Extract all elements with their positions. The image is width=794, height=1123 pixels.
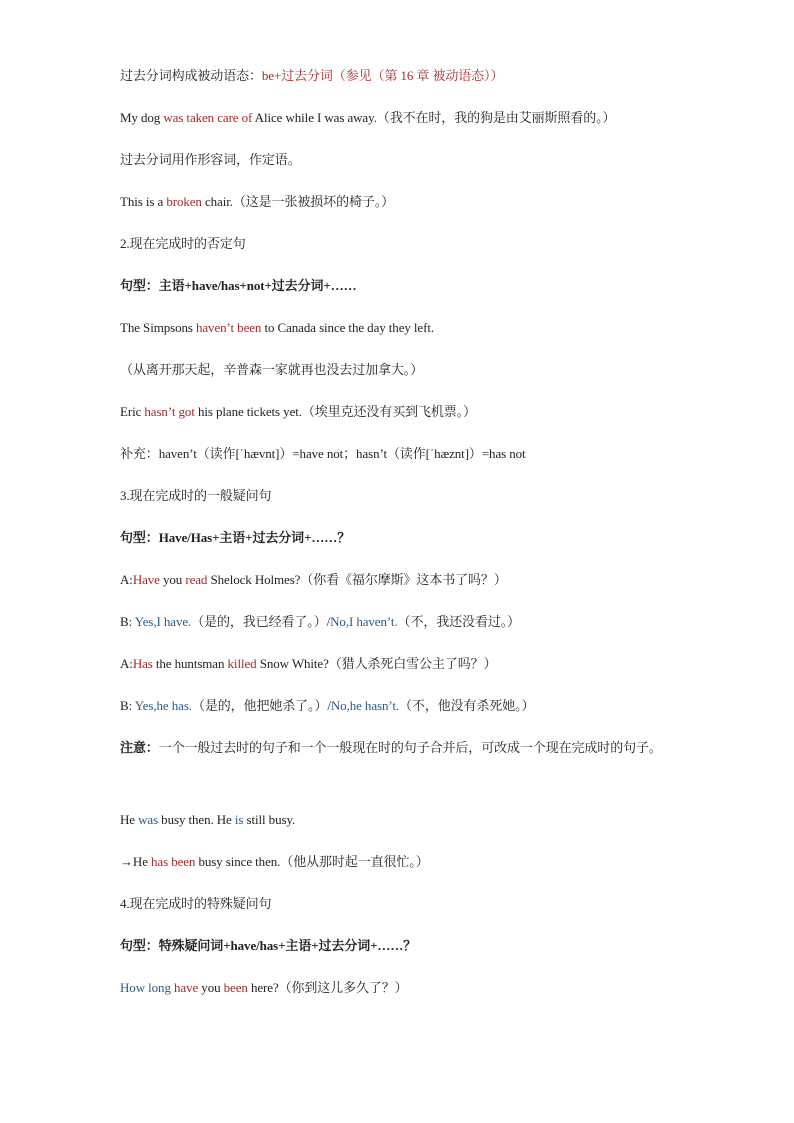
text-segment: here?（你到这儿多久了？）	[247, 980, 408, 995]
text-line	[120, 696, 680, 716]
text-segment: Alice while I was away.（我不在时，我的狗是由艾丽斯照看的。）	[252, 110, 616, 125]
text-segment: you	[159, 572, 186, 587]
highlighted-text: haven’t been	[195, 320, 262, 335]
highlighted-text: have	[174, 980, 199, 995]
text-segment: to Canada since the day they left.	[261, 320, 434, 335]
highlighted-text: killed	[227, 656, 257, 671]
highlighted-text: broken	[166, 194, 202, 209]
text-segment: you	[198, 980, 224, 995]
text-segment: A:	[120, 572, 133, 587]
text-segment: busy since then.（他从那时起一直很忙。）	[195, 854, 429, 869]
text-line	[120, 936, 680, 956]
text-line	[120, 528, 680, 548]
text-line	[120, 192, 680, 212]
text-segment: 过去分词构成被动语态：	[120, 68, 262, 83]
highlighted-text: Yes,I have.	[134, 614, 192, 629]
text-line	[120, 276, 680, 296]
text-segment: He	[120, 812, 139, 827]
text-line	[120, 486, 680, 506]
text-segment: A:	[120, 656, 133, 671]
text-line	[120, 852, 680, 872]
highlighted-text: was taken care of	[163, 110, 253, 125]
text-segment: 注意：	[120, 740, 159, 755]
text-segment: B:	[120, 614, 135, 629]
text-line	[120, 234, 680, 254]
text-line	[120, 402, 680, 422]
text-segment: 句型：Have/Has+主语+过去分词+……？	[120, 530, 351, 545]
text-line	[120, 108, 680, 128]
text-segment: 一个一般过去时的句子和一个一般现在时的句子合并后，可改成一个现在完成时的句子。	[158, 740, 662, 755]
highlighted-text: No,I haven’t.	[330, 614, 398, 629]
text-segment: 过去分词用作形容词，作定语。	[120, 152, 301, 167]
text-line	[120, 360, 680, 380]
text-segment: 句型：主语+have/has+not+过去分词+……	[120, 278, 357, 293]
text-segment: The Simpsons	[120, 320, 196, 335]
text-segment: busy then. He	[158, 812, 235, 827]
text-line	[120, 66, 680, 86]
text-line	[120, 894, 680, 914]
text-segment: This is a	[120, 194, 167, 209]
highlighted-text: been	[223, 980, 248, 995]
text-segment: Snow White?（猎人杀死白雪公主了吗？）	[256, 656, 497, 671]
text-line	[120, 733, 680, 763]
text-segment: （是的，我已经看了。）/	[191, 614, 331, 629]
text-line	[120, 612, 680, 632]
text-segment: 3.现在完成时的一般疑问句	[120, 488, 272, 503]
text-segment: （不，我还没看过。）	[397, 614, 521, 629]
text-line	[120, 978, 680, 998]
highlighted-text: Yes,he has.	[134, 698, 192, 713]
text-segment: My dog	[120, 110, 164, 125]
text-segment: 4.现在完成时的特殊疑问句	[120, 896, 272, 911]
text-segment: （不，他没有杀死她。）	[399, 698, 535, 713]
highlighted-text: is	[234, 812, 244, 827]
text-segment: his plane tickets yet.（埃里克还没有买到飞机票。）	[194, 404, 477, 419]
highlighted-text: No,he hasn’t.	[330, 698, 400, 713]
highlighted-text: How long	[120, 980, 171, 995]
text-segment: Eric	[120, 404, 145, 419]
text-line	[120, 150, 680, 170]
text-segment: 补充：haven’t（读作[ˈhævnt]）=have not；hasn’t（读作[ˈhæznt]）=has not	[120, 446, 526, 461]
text-segment: the huntsman	[152, 656, 228, 671]
highlighted-text: hasn’t got	[144, 404, 195, 419]
text-segment: chair.（这是一张被损坏的椅子。）	[201, 194, 395, 209]
text-segment: B:	[120, 698, 135, 713]
text-segment: Shelock Holmes?（你看《福尔摩斯》这本书了吗？）	[207, 572, 507, 587]
text-segment: 句型：特殊疑问词+have/has+主语+过去分词+……？	[120, 938, 417, 953]
text-line	[120, 810, 680, 830]
highlighted-text: Has	[132, 656, 153, 671]
text-segment: still busy.	[243, 812, 296, 827]
highlighted-text: be+过去分词（参见（第 16 章 被动语态））	[261, 68, 504, 83]
highlighted-text: has been	[151, 854, 196, 869]
highlighted-text: read	[185, 572, 208, 587]
text-segment: （从离开那天起，辛普森一家就再也没去过加拿大。）	[120, 362, 424, 377]
text-line	[120, 444, 680, 464]
text-line	[120, 570, 680, 590]
highlighted-text: Have	[132, 572, 160, 587]
text-segment: →He	[120, 854, 152, 869]
text-line	[120, 318, 680, 338]
text-line	[120, 654, 680, 674]
text-segment: （是的，他把她杀了。）/	[191, 698, 331, 713]
highlighted-text: was	[138, 812, 159, 827]
text-segment: 2.现在完成时的否定句	[120, 236, 246, 251]
